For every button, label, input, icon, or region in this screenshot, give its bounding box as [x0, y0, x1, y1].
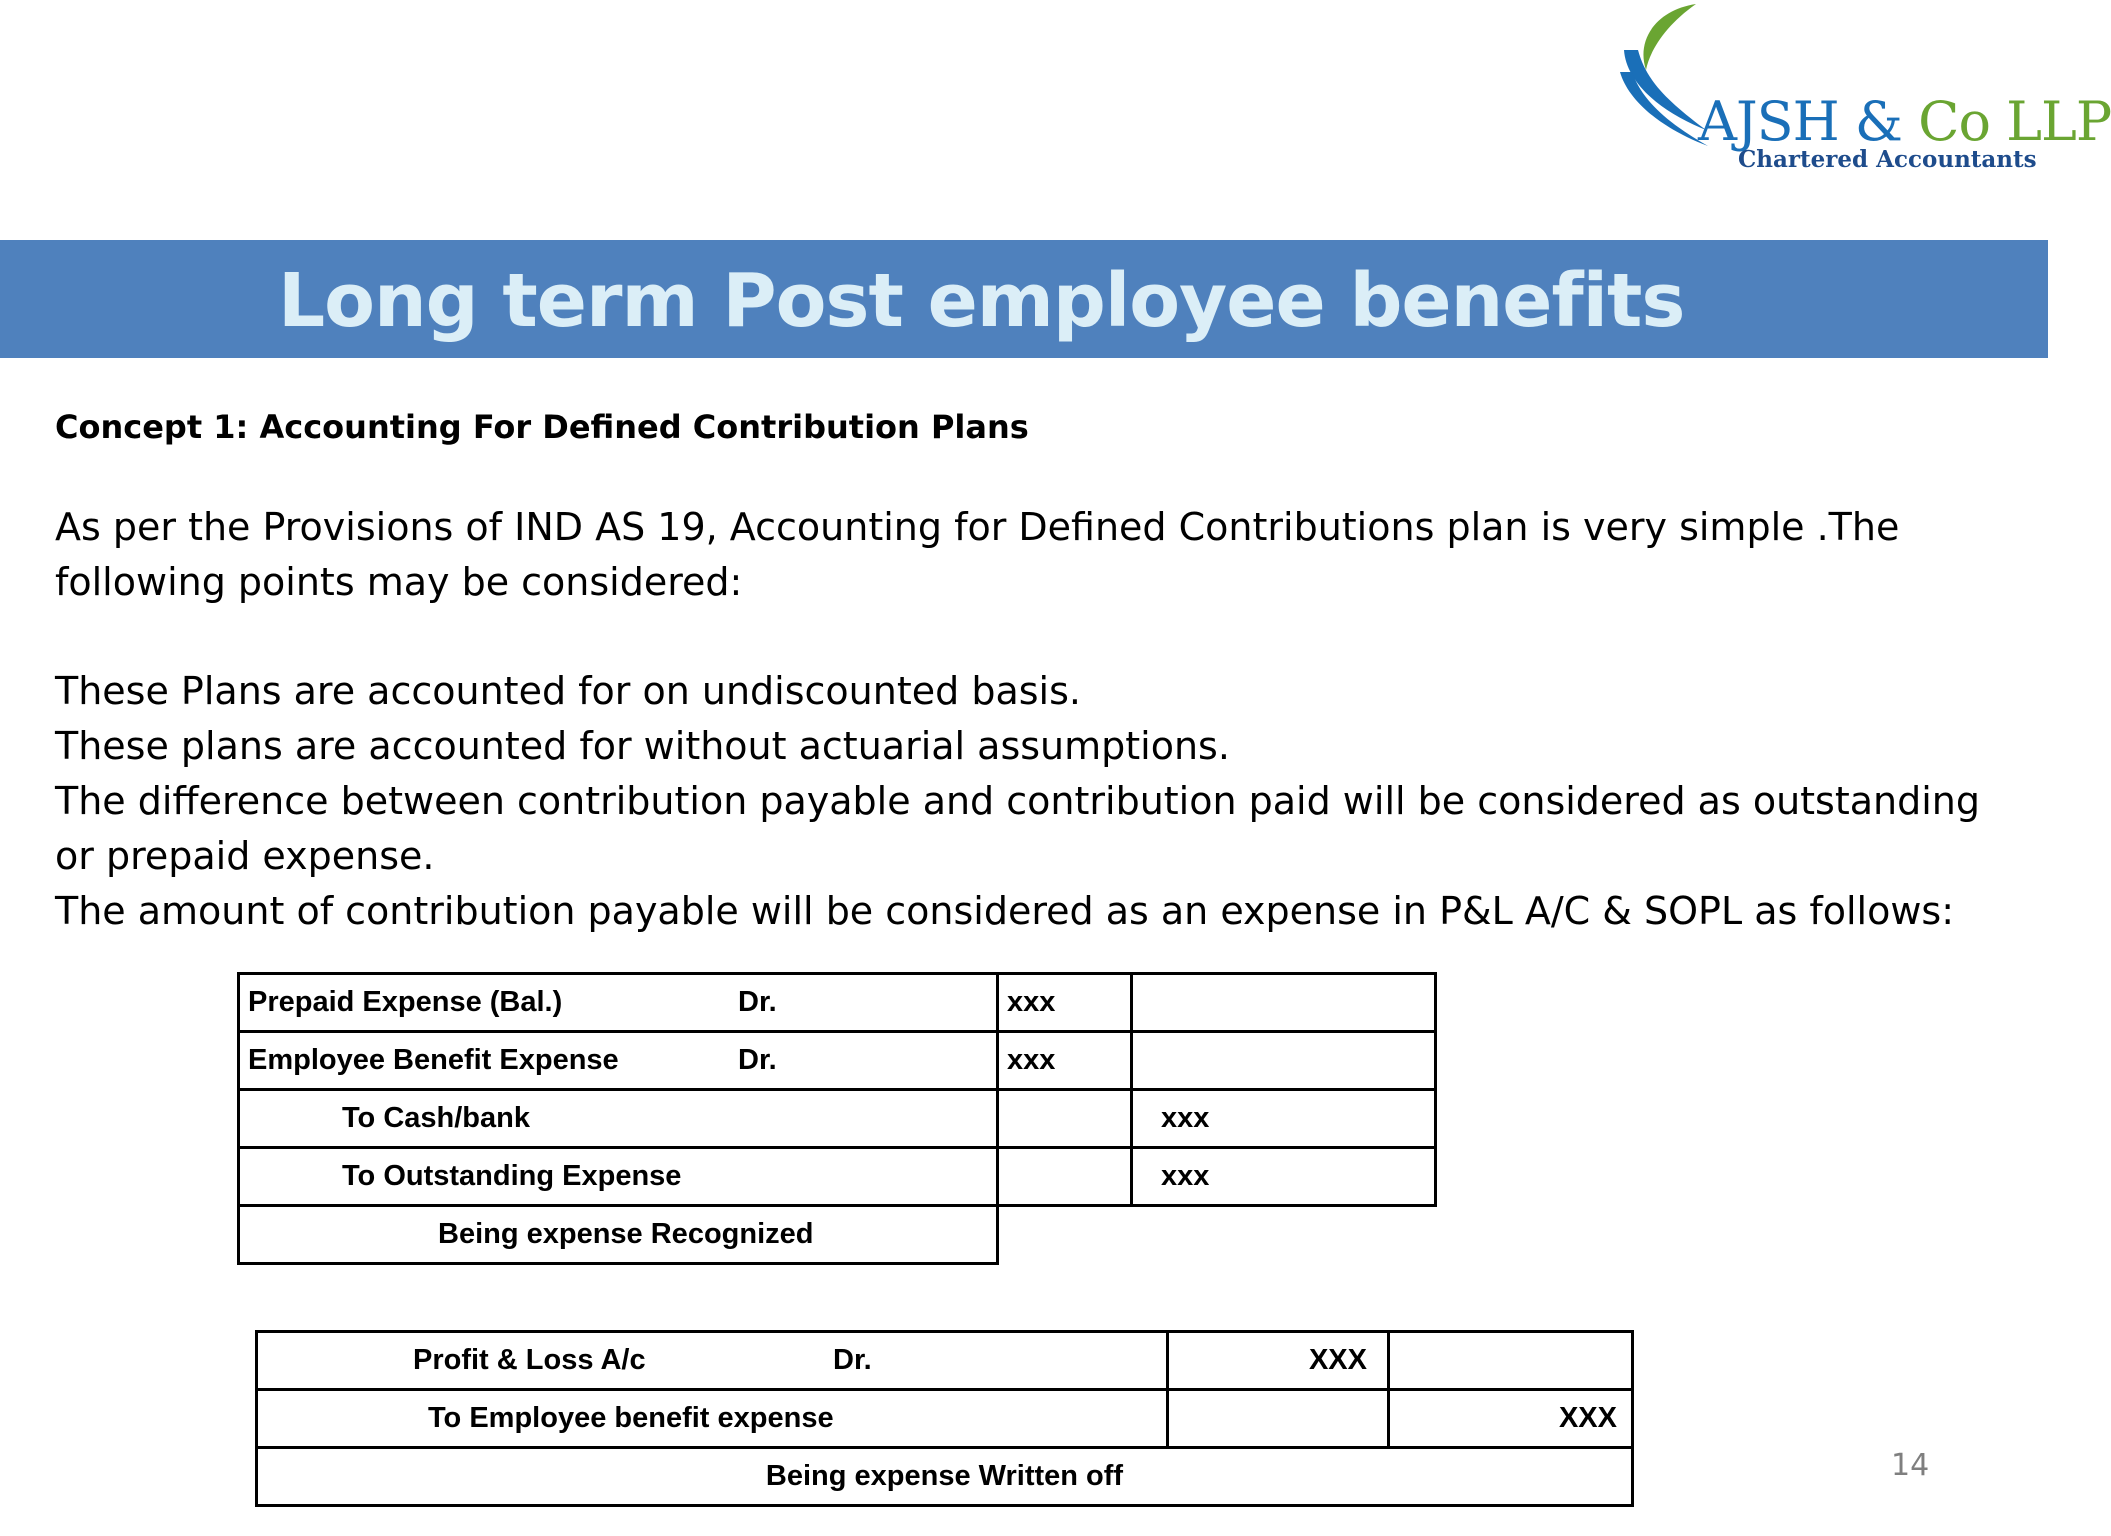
- concept-heading: Concept 1: Accounting For Defined Contribution Plans: [55, 408, 1029, 446]
- debit-cell: [998, 1090, 1132, 1148]
- points-list: [55, 664, 2015, 939]
- particular-cell: To Cash/bank: [239, 1090, 998, 1148]
- dr-label: Dr.: [738, 1044, 777, 1076]
- debit-cell: [998, 1148, 1132, 1206]
- logo-tagline: Chartered Accountants: [1738, 146, 2037, 173]
- table-row: [257, 1332, 1633, 1390]
- table-row: [239, 1090, 1436, 1148]
- table-row: [257, 1448, 1633, 1506]
- table-row: [239, 1206, 1436, 1264]
- empty-cell: [998, 1206, 1132, 1264]
- dr-label: Dr.: [738, 986, 777, 1018]
- credit-cell: [1132, 1032, 1436, 1090]
- table-row: [239, 974, 1436, 1032]
- credit-cell: xxx: [1132, 1148, 1436, 1206]
- particular-text: Profit & Loss A/c: [413, 1344, 646, 1376]
- debit-cell: [1168, 1390, 1389, 1448]
- point-item: These Plans are accounted for on undiscounted basis.: [55, 669, 1081, 713]
- credit-cell: xxx: [1132, 1090, 1436, 1148]
- point-item: The difference between contribution payable and contribution paid will be considered as outstanding or prepaid expense.: [55, 779, 1981, 878]
- dr-label: Dr.: [833, 1344, 872, 1376]
- credit-cell: [1132, 974, 1436, 1032]
- narration-cell: Being expense Written off: [257, 1448, 1633, 1506]
- logo-name-part2: Co LLP: [1918, 90, 2111, 153]
- debit-cell: xxx: [998, 974, 1132, 1032]
- company-logo: [1616, 0, 2111, 200]
- intro-paragraph: As per the Provisions of IND AS 19, Accounting for Defined Contributions plan is very simple .The following points may be considered:: [55, 505, 1900, 604]
- narration-cell: Being expense Recognized: [239, 1206, 998, 1264]
- journal-entry-table-1: [237, 972, 1437, 1265]
- particular-text: Prepaid Expense (Bal.): [248, 986, 563, 1018]
- table-row: [239, 1032, 1436, 1090]
- particular-cell: [239, 1032, 998, 1090]
- particular-cell: [239, 974, 998, 1032]
- table-row: [257, 1390, 1633, 1448]
- journal-entry-table-2: [255, 1330, 1634, 1507]
- page-number: 14: [1891, 1448, 1930, 1483]
- logo-company-name: [1698, 90, 2111, 153]
- empty-cell: [1132, 1206, 1436, 1264]
- table-row: [239, 1148, 1436, 1206]
- particular-text: Employee Benefit Expense: [248, 1044, 619, 1076]
- point-item: The amount of contribution payable will be considered as an expense in P&L A/C & SOPL as follows:: [55, 889, 1955, 933]
- credit-cell: [1389, 1332, 1633, 1390]
- particular-cell: [257, 1332, 1168, 1390]
- debit-cell: xxx: [998, 1032, 1132, 1090]
- logo-name-part1: AJSH &: [1698, 90, 1919, 153]
- particular-cell: To Employee benefit expense: [257, 1390, 1168, 1448]
- credit-cell: XXX: [1389, 1390, 1633, 1448]
- particular-cell: To Outstanding Expense: [239, 1148, 998, 1206]
- debit-cell: XXX: [1168, 1332, 1389, 1390]
- point-item: These plans are accounted for without actuarial assumptions.: [55, 724, 1230, 768]
- slide-title: Long term Post employee benefits: [278, 258, 1685, 344]
